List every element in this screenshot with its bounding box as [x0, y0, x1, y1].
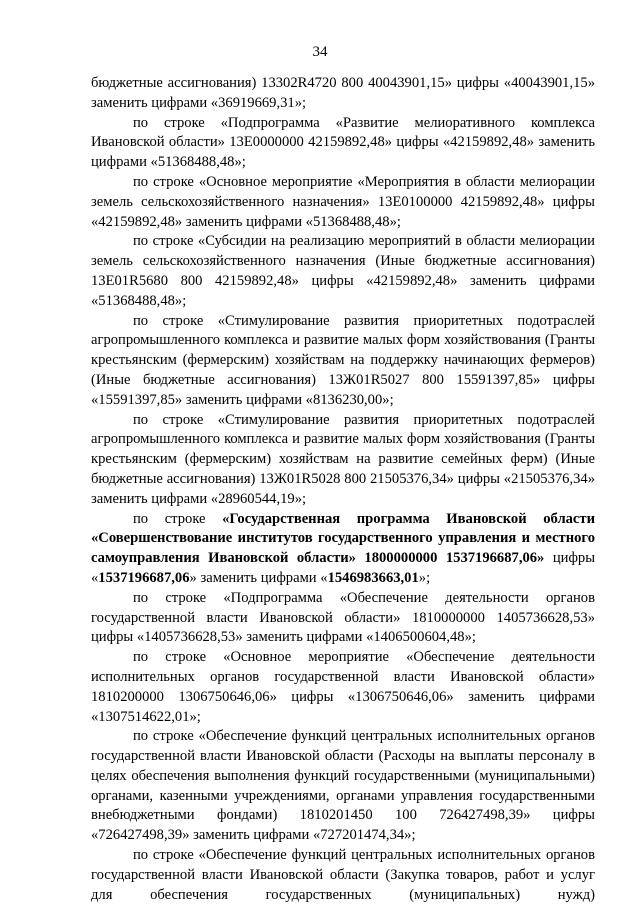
paragraph: [91, 510, 595, 589]
text-run: по строке «Обеспечение функций центральных исполнительных органов государственной власти Ивановской области (Закупка товаров, работ и услуг для обеспечения государственных (муниципальных) нужд): [91, 847, 595, 903]
paragraph: [91, 232, 595, 311]
page-number: 34: [312, 44, 328, 60]
bold-text-run: 1546983663,01: [327, 569, 419, 586]
text-run: по строке «Стимулирование развития приоритетных подотраслей агропромышленного комплекса и развитие малых форм хозяйствования (Гранты крестьянским (фермерским) хозяйствам на развитие семейных ферм) (Иные бюджетные ассигнования) 13Ж01R5028 800 21505376,34» цифры «21505376,34» заменить цифрами «28960544,19»;: [91, 411, 595, 507]
text-run: »;: [418, 569, 431, 586]
paragraph: [91, 114, 595, 173]
paragraph: [91, 74, 595, 114]
text-run: по строке: [133, 510, 223, 527]
text-run: по строке «Стимулирование развития приоритетных подотраслей агропромышленного комплекса и развитие малых форм хозяйствования (Гранты крестьянским (фермерским) хозяйствам на поддержку начинающих фермеров) (Иные бюджетные ассигнования) 13Ж01R5027 800 15591397,85» цифры «15591397,85» заменить цифрами «8136230,00»;: [91, 312, 595, 408]
paragraph: [91, 727, 595, 846]
text-run: по строке «Подпрограмма «Развитие мелиоративного комплекса Ивановской области» 13E0000000 42159892,48» цифры «42159892,48» заменить цифрами «51368488,48»;: [91, 114, 595, 171]
text-run: » заменить цифрами «: [189, 569, 328, 586]
paragraph: [91, 173, 595, 232]
text-run: по строке «Субсидии на реализацию мероприятий в области мелиорации земель сельскохозяйственного назначения (Иные бюджетные ассигнования) 13E01R5680 800 42159892,48» цифры «42159892,48» заменить цифрами «51368488,48»;: [91, 233, 595, 309]
text-run: по строке «Обеспечение функций центральных исполнительных органов государственной власти Ивановской области (Расходы на выплаты персоналу в целях обеспечения выполнения функций государственными (муниципальными) органами, казенными учреждениями, органами управления государственными внебюджетными фондами) 1810201450 100 726427498,39» цифры «726427498,39» заменить цифрами «727201474,34»;: [91, 728, 595, 844]
text-run: по строке «Основное мероприятие «Обеспечение деятельности исполнительных органов государственной власти Ивановской области» 1810200000 1306750646,06» цифры «1306750646,06» заменить цифрами «1307514622,01»;: [91, 649, 595, 725]
paragraph: [91, 312, 595, 411]
text-run: по строке «Подпрограмма «Обеспечение деятельности органов государственной власти Ивановской области» 1810000000 1405736628,53» цифры «1405736628,53» заменить цифрами «1406500604,48»;: [91, 589, 595, 646]
text-run: бюджетные ассигнования) 13302R4720 800 40043901,15» цифры «40043901,15» заменить цифрами «36919669,31»;: [91, 75, 595, 111]
text-run: цифры «: [91, 550, 596, 586]
paragraph: [91, 411, 595, 510]
paragraph: [91, 846, 595, 905]
paragraph: [91, 589, 595, 648]
text-run: по строке «Основное мероприятие «Мероприятия в области мелиорации земель сельскохозяйственного назначения» 13E0100000 42159892,48» цифры «42159892,48» заменить цифрами «51368488,48»;: [91, 173, 595, 230]
document-body: [91, 74, 595, 905]
bold-text-run: «Государственная программа Ивановской области «Совершенствование институтов государственного управления и местного самоуправления Ивановской области» 1800000000 1537196687,06»: [91, 510, 595, 567]
paragraph: [91, 648, 595, 727]
bold-text-run: 1537196687,06: [98, 569, 190, 586]
